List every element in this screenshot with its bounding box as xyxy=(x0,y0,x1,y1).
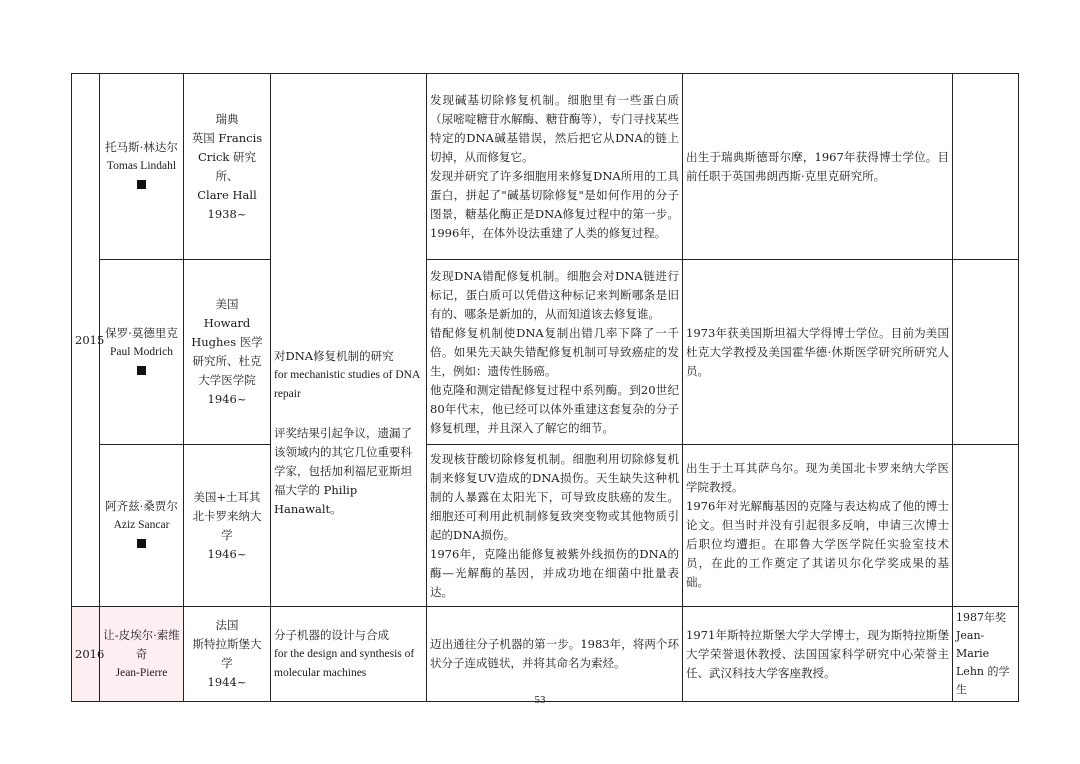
laureate-marker-square xyxy=(137,539,146,548)
year-cell-2016: 2016 xyxy=(72,607,100,702)
achievement-paragraph: 发现碱基切除修复机制。细胞里有一些蛋白质（尿嘧啶糖苷水解酶、糖苷酶等），专门寻找某些特定的DNA碱基错误，然后把它从DNA的链上切掉，从而修复它。 xyxy=(430,92,679,164)
prize-topic-2015 xyxy=(271,74,427,607)
note-cell-empty xyxy=(953,445,1019,607)
note-cell-empty xyxy=(953,74,1019,260)
laureate-name-sancar xyxy=(100,445,184,607)
achievement-paragraph: 发现并研究了许多细胞用来修复DNA所用的工具蛋白，拼起了"碱基切除修复"是如何作用的分子图景，糖基化酶正是DNA修复过程中的第一步。1996年，在体外设法重建了人类的修复过程。 xyxy=(430,168,679,240)
laureate-name-lindahl xyxy=(100,74,184,260)
name-en: Aziz Sancar xyxy=(113,519,170,531)
topic-cn: 对DNA修复机制的研究 xyxy=(274,349,394,363)
achievement-sauvage: 迈出通往分子机器的第一步。1983年，将两个环状分子连成链状，并将其命名为索烃。 xyxy=(427,607,683,702)
bio-modrich: 1973年获美国斯坦福大学得博士学位。目前为美国杜克大学教授及美国霍华德·休斯医学研究所研究人员。 xyxy=(683,260,953,445)
table-row-sancar xyxy=(72,445,1019,607)
laureate-marker-square xyxy=(137,180,146,189)
institution-line: 英国 Francis Crick 研究所、 xyxy=(191,130,263,183)
lifespan: 1938~ xyxy=(207,206,247,221)
achievement-paragraph: 他克隆和测定错配修复过程中系列酶。到20世纪80年代末，他已经可以体外重建这套复杂的分子修复机理，并且深入了解它的细节。 xyxy=(430,382,679,435)
laureate-name-modrich xyxy=(100,260,184,445)
bio-paragraph: 1976年对光解酶基因的克隆与表达构成了他的博士论文。但当时并没有引起很多反响，申请三次博士后职位均遭拒。在耶鲁大学医学院任实验室技术员，在此的工作奠定了其诺贝尔化学奖成果的基础。 xyxy=(686,499,949,589)
country: 瑞典 xyxy=(215,111,239,126)
country: 法国 xyxy=(215,618,239,632)
achievement-paragraph: 1976年，克隆出能修复被紫外线损伤的DNA的酶—光解酶的基因，并成功地在细菌中批量表达。 xyxy=(430,546,679,599)
achievement-paragraph: 错配修复机制使DNA复制出错几率下降了一千倍。如果先天缺失错配修复机制可导致癌症的发生，例如：遗传性肠癌。 xyxy=(430,325,679,378)
achievement-paragraph: 发现DNA错配修复机制。细胞会对DNA链进行标记，蛋白质可以凭借这种标记来判断哪条是旧有的、哪条是新加的，从而知道该去修复谁。 xyxy=(430,268,679,321)
laureates-table xyxy=(71,73,1019,702)
year-cell-2015: 2015 xyxy=(72,74,100,607)
institution-line: 北卡罗来纳大学 xyxy=(192,508,262,542)
bio-paragraph: 出生于土耳其萨乌尔。现为美国北卡罗来纳大学医学院教授。 xyxy=(686,461,949,494)
topic-en: for mechanistic studies of DNA repair xyxy=(274,369,420,400)
institution-lindahl xyxy=(184,74,271,260)
lifespan: 1946~ xyxy=(207,546,247,561)
lifespan: 1944~ xyxy=(207,675,247,689)
country: 美国 xyxy=(215,297,239,311)
laureate-marker-square xyxy=(137,366,146,375)
country: 美国+土耳其 xyxy=(193,489,261,504)
achievement-lindahl xyxy=(427,74,683,260)
achievement-paragraph: 发现核苷酸切除修复机制。细胞利用切除修复机制来修复UV造成的DNA损伤。天生缺失这种机制的人暴露在太阳光下，可导致皮肤癌的发生。细胞还可利用此机制修复致突变物或其他物质引起的DNA损伤。 xyxy=(430,451,679,542)
table-row-modrich xyxy=(72,260,1019,445)
institution-line: 斯特拉斯堡大学 xyxy=(192,637,262,670)
institution-sancar xyxy=(184,445,271,607)
institution-line: Clare Hall xyxy=(197,187,257,202)
achievement-modrich xyxy=(427,260,683,445)
institution-line: Howard Hughes 医学研究所、杜克大学医学院 xyxy=(191,316,263,387)
table-row-sauvage xyxy=(72,607,1019,702)
name-en: Jean-Pierre xyxy=(115,666,168,679)
page-number: 53 xyxy=(534,694,546,706)
table-row-lindahl xyxy=(72,74,1019,260)
name-cn: 托马斯·林达尔 xyxy=(105,140,178,154)
name-en: Paul Modrich xyxy=(110,345,173,358)
bio-sancar xyxy=(683,445,953,607)
topic-cn: 分子机器的设计与合成 xyxy=(274,627,389,642)
achievement-sancar xyxy=(427,445,683,607)
name-cn: 阿齐兹·桑贾尔 xyxy=(105,499,178,513)
note-cell-empty xyxy=(953,260,1019,445)
institution-modrich xyxy=(184,260,271,445)
lifespan: 1946~ xyxy=(207,392,247,406)
topic-note: 评奖结果引起争议，遗漏了该领域内的其它几位重要科学家，包括加利福尼亚斯坦福大学的 Philip Hanawalt。 xyxy=(274,426,412,516)
institution-sauvage xyxy=(184,607,271,702)
prize-topic-2016 xyxy=(271,607,427,702)
bio-sauvage: 1971年斯特拉斯堡大学大学博士，现为斯特拉斯堡大学荣誉退休教授、法国国家科学研究中心荣誉主任、武汉科技大学客座教授。 xyxy=(683,607,953,702)
note-sauvage: 1987年奖 Jean-Marie Lehn 的学生 xyxy=(953,607,1019,702)
laureate-name-sauvage xyxy=(100,607,184,702)
bio-lindahl: 出生于瑞典斯德哥尔摩，1967年获得博士学位。目前任职于英国弗朗西斯·克里克研究所。 xyxy=(683,74,953,260)
name-cn: 保罗·莫德里克 xyxy=(105,325,178,340)
name-cn: 让-皮埃尔·索维奇 xyxy=(103,627,180,661)
name-en: Tomas Lindahl xyxy=(106,160,177,172)
topic-en: for the design and synthesis of molecular machines xyxy=(274,647,415,679)
